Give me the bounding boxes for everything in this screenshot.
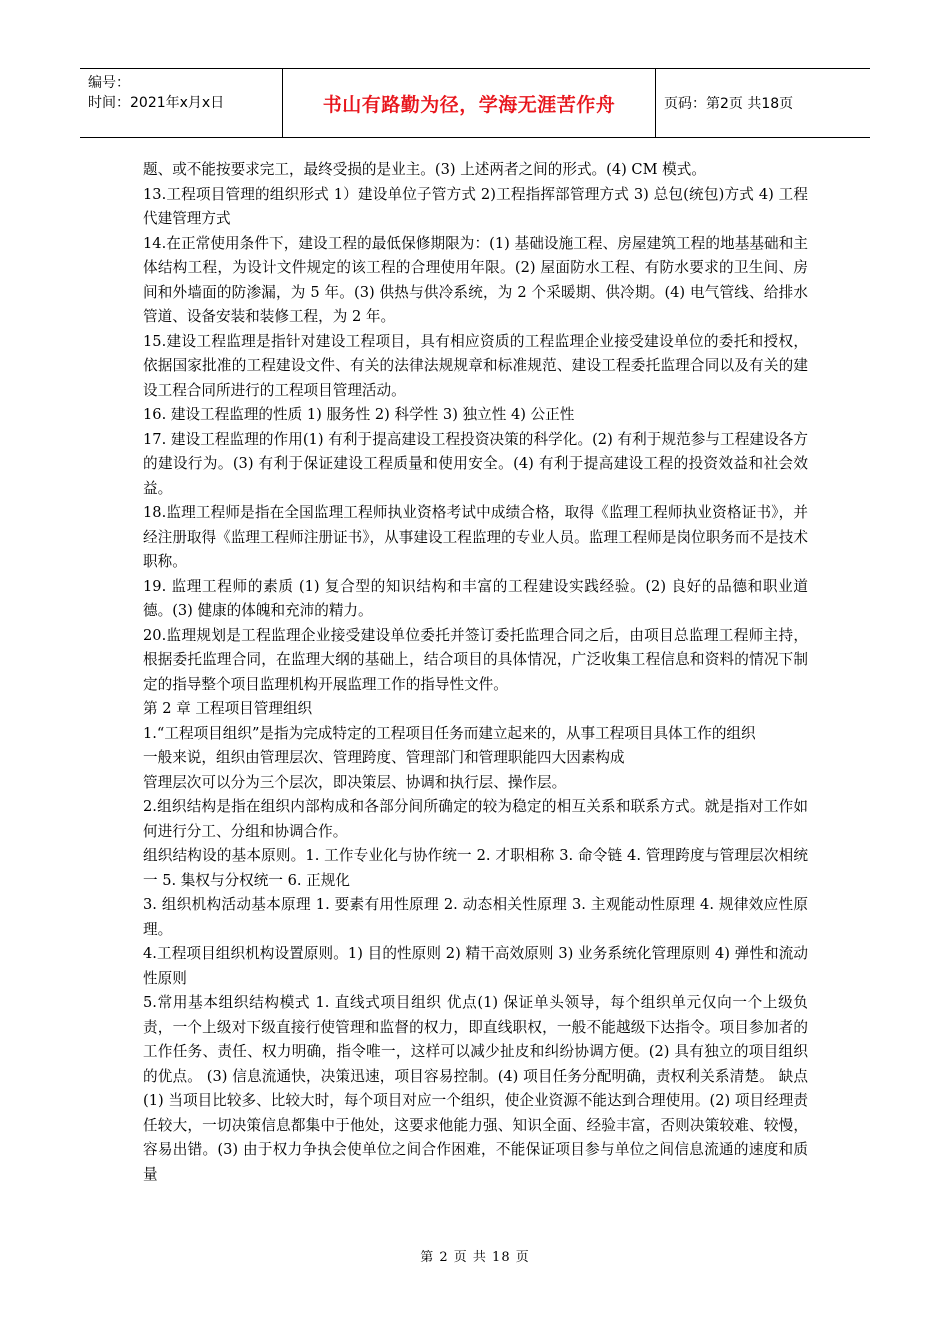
document-body: [143, 158, 808, 1187]
header-motto: 书山有路勤为径，学海无涯苦作舟: [282, 69, 656, 137]
paragraph: 14.在正常使用条件下，建设工程的最低保修期限为：(1) 基础设施工程、房屋建筑工程的地基基础和主体结构工程，为设计文件规定的该工程的合理使用年限。(2) 屋面防水工程、有防水要求的卫生间、房间和外墙面的防渗漏，为 5 年。(3) 供热与供冷系统，为 2 个采暖期、供冷期。(4) 电气管线、给排水管道、设备安装和装修工程，为 2 年。: [143, 234, 808, 325]
paragraph: 17. 建设工程监理的作用(1) 有利于提高建设工程投资决策的科学化。(2) 有利于规范参与工程建设各方的建设行为。(3) 有利于保证建设工程质量和使用安全。(4) 有利于提高建设工程的投资效益和社会效益。: [143, 430, 808, 497]
paragraph: 15.建设工程监理是指针对建设工程项目，具有相应资质的工程监理企业接受建设单位的委托和授权，依据国家批准的工程建设文件、有关的法律法规规章和标准规范、建设工程委托监理合同以及有关的建设工程合同所进行的工程项目管理活动。: [143, 332, 808, 399]
paragraph: 管理层次可以分为三个层次，即决策层、协调和执行层、操作层。: [143, 773, 567, 791]
paragraph: 20.监理规划是工程监理企业接受建设单位委托并签订委托监理合同之后，由项目总监理工程师主持，根据委托监理合同，在监理大纲的基础上，结合项目的具体情况，广泛收集工程信息和资料的情况下制定的指导整个项目监理机构开展监理工作的指导性文件。: [143, 626, 808, 693]
paragraph: 13.工程项目管理的组织形式 1）建设单位子管方式 2)工程指挥部管理方式 3) 总包(统包)方式 4) 工程代建管理方式: [143, 185, 808, 227]
paragraph: 2.组织结构是指在组织内部构成和各部分间所确定的较为稳定的相互关系和联系方式。就是指对工作如何进行分工、分组和协调合作。: [143, 798, 808, 840]
header-meta: [80, 69, 282, 137]
paragraph: 19. 监理工程师的素质 (1) 复合型的知识结构和丰富的工程建设实践经验。(2) 良好的品德和职业道德。(3) 健康的体魄和充沛的精力。: [143, 577, 808, 619]
paragraph: 16. 建设工程监理的性质 1) 服务性 2) 科学性 3) 独立性 4) 公正性: [143, 406, 575, 423]
paragraph: 3. 组织机构活动基本原理 1. 要素有用性原理 2. 动态相关性原理 3. 主观能动性原理 4. 规律效应性原理。: [143, 896, 808, 938]
chapter-heading: 第 2 章 工程项目管理组织: [143, 700, 313, 717]
document-date-label: 时间：2021年x月x日: [88, 95, 225, 111]
page-footer: 第 2 页 共 18 页: [420, 1250, 530, 1265]
paragraph: 4.工程项目组织机构设置原则。1) 目的性原则 2) 精干高效原则 3) 业务系统化管理原则 4) 弹性和流动性原则: [143, 945, 808, 987]
paragraph: 一般来说，组织由管理层次、管理跨度、管理部门和管理职能四大因素构成: [143, 749, 625, 766]
document-number-label: 编号：: [88, 75, 130, 91]
paragraph: 题、或不能按要求完工，最终受损的是业主。(3) 上述两者之间的形式。(4) CM 模式。: [143, 161, 706, 178]
paragraph: 5.常用基本组织结构模式 1. 直线式项目组织 优点(1) 保证单头领导，每个组织单元仅向一个上级负责，一个上级对下级直接行使管理和监督的权力，即直线职权，一般不能越级下达指令。项目参加者的工作任务、责任、权力明确，指令唯一，这样可以减少扯皮和纠纷协调方便。(2) 具有独立的项目组织的优点。 (3) 信息流通快，决策迅速，项目容易控制。(4) 项目任务分配明确，责权利关系清楚。 缺点(1) 当项目比较多、比较大时，每个项目对应一个组织，使企业资源不能达到合理使用。(2) 项目经理责任较大，一切决策信息都集中于他处，这要求他能力强、知识全面、经验丰富，否则决策较难、较慢，容易出错。(3) 由于权力争执会使单位之间合作困难，不能保证项目参与单位之间信息流通的速度和质量: [143, 994, 808, 1183]
header-page-info: 页码：第2页 共18页: [664, 96, 794, 112]
page-header: [80, 68, 870, 138]
paragraph: 组织结构设的基本原则。1. 工作专业化与协作统一 2. 才职相称 3. 命令链 4. 管理跨度与管理层次相统一 5. 集权与分权统一 6. 正规化: [143, 847, 808, 889]
paragraph: 18.监理工程师是指在全国监理工程师执业资格考试中成绩合格，取得《监理工程师执业资格证书》，并经注册取得《监理工程师注册证书》，从事建设工程监理的专业人员。监理工程师是岗位职务而不是技术职称。: [143, 504, 808, 570]
paragraph: 1.“工程项目组织”是指为完成特定的工程项目任务而建立起来的，从事工程项目具体工作的组织: [143, 724, 756, 742]
